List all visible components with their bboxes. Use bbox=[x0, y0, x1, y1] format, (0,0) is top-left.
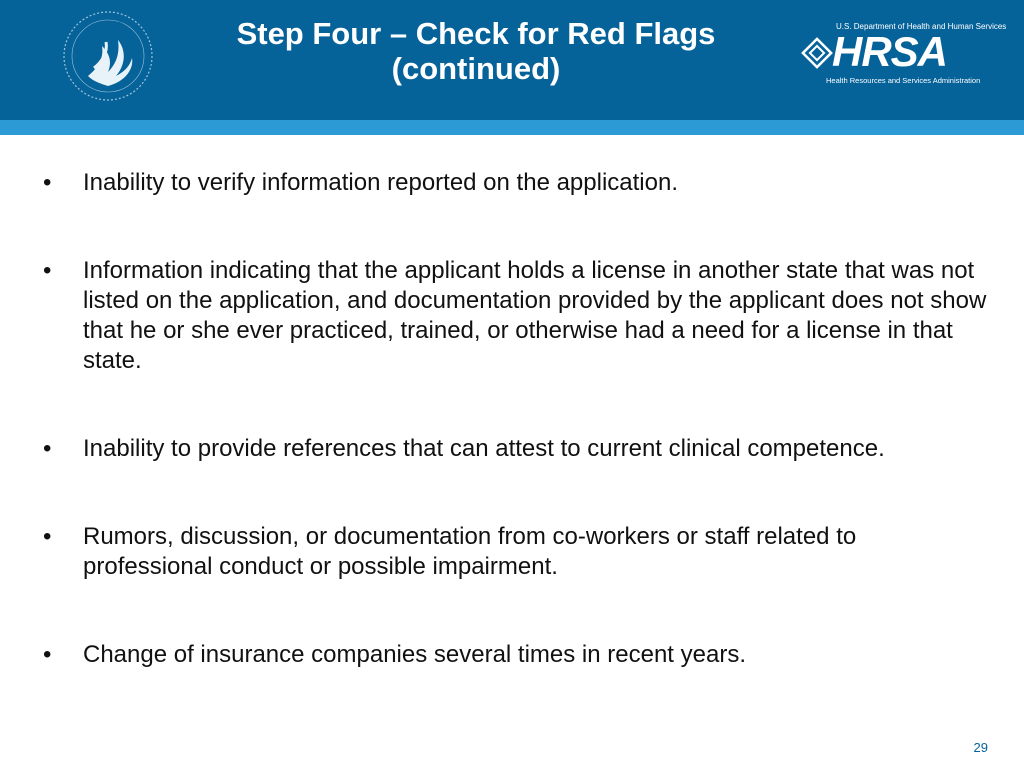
bullet-dot: • bbox=[43, 641, 52, 668]
bullet-item bbox=[40, 434, 990, 464]
hrsa-department-text: U.S. Department of Health and Human Services bbox=[836, 22, 1007, 31]
bullet-dot: • bbox=[43, 169, 52, 196]
hrsa-agency-text: Health Resources and Services Administration bbox=[826, 76, 981, 85]
bullet-item bbox=[40, 640, 990, 670]
header-stripe bbox=[0, 120, 1024, 135]
hhs-eagle-seal-icon bbox=[58, 6, 158, 106]
bullet-dot: • bbox=[43, 435, 52, 462]
hrsa-diamond-mark-icon bbox=[800, 36, 834, 70]
hrsa-logo bbox=[800, 22, 1007, 90]
bullet-text: Rumors, discussion, or documentation from co-workers or staff related to professional conduct or possible impairment. bbox=[83, 523, 857, 580]
bullet-text: Inability to provide references that can attest to current clinical competence. bbox=[83, 435, 885, 462]
page-number: 29 bbox=[973, 740, 988, 755]
bullet-dot: • bbox=[43, 257, 52, 284]
bullet-item bbox=[40, 168, 990, 198]
slide-title bbox=[170, 16, 782, 86]
bullet-item bbox=[40, 256, 990, 376]
bullet-dot: • bbox=[43, 523, 52, 550]
slide-title-line1: Step Four – Check for Red Flags bbox=[236, 16, 716, 51]
bullet-list bbox=[40, 168, 990, 698]
hrsa-wordmark: HRSA bbox=[832, 28, 948, 75]
bullet-item bbox=[40, 522, 990, 582]
slide-title-line2: (continued) bbox=[391, 51, 561, 86]
bullet-text: Change of insurance companies several times in recent years. bbox=[83, 641, 746, 668]
bullet-text: Inability to verify information reported on the application. bbox=[83, 169, 678, 196]
bullet-text: Information indicating that the applicant holds a license in another state that was not listed on the application, and documentation provided by the applicant does not show that he or she ever practiced, trained, or otherwise had a need for a license in that state. bbox=[83, 257, 987, 374]
